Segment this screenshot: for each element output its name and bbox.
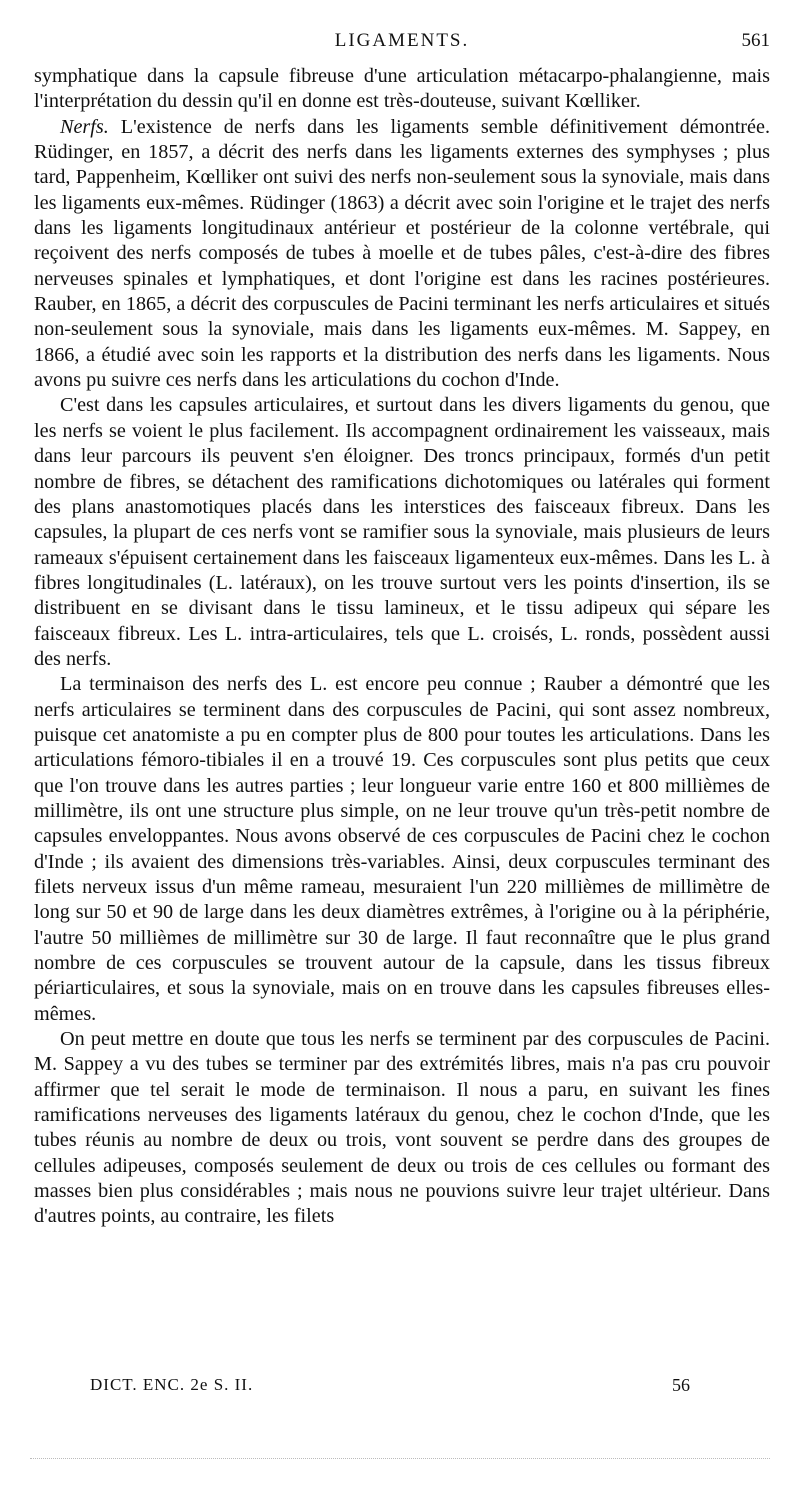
signature-number: 56 (672, 1375, 690, 1395)
page-number: 561 (741, 30, 770, 51)
section-lead-nerfs: Nerfs. (60, 115, 109, 138)
paragraph-text: symphatique dans la capsule fibreuse d'une articulation métacarpo-phalangienne, mais l'interprétation du dessin qu'il en donne est très-douteuse, suivant Kœlliker. (34, 65, 770, 113)
scan-specks-divider (30, 1458, 770, 1461)
paragraph-text: L'existence de nerfs dans les ligaments semble définitivement démontrée. Rüdinger, en 1857, a décrit des nerfs dans les ligaments externes des symphyses ; plus tard, Pappenheim, Kœlliker ont suivi des nerfs non-seulement sous la synoviale, mais dans les ligaments eux-mêmes. Rüdinger (1863) a décrit avec soin l'origine et le trajet des nerfs dans les ligaments longitudinaux antérieur et postérieur de la colonne vertébrale, qui reçoivent des nerfs composés de tubes à moelle et de tubes pâles, c'est-à-dire des fibres nerveuses spinales et lymphatiques, et dont l'origine est dans les racines postérieures. Rauber, en 1865, a décrit des corpuscules de Pacini terminant les nerfs articulaires et situés non-seulement sous la synoviale, mais dans les ligaments eux-mêmes. M. Sappey, en 1866, a étudié avec soin les rapports et la distribution des nerfs dans les ligaments. Nous avons pu suivre ces nerfs dans les articulations du cochon d'Inde. (34, 115, 770, 392)
page-header (34, 30, 770, 58)
paragraph-terminaison (34, 672, 770, 1027)
paragraph-text: C'est dans les capsules articulaires, et surtout dans les divers ligaments du genou, que les nerfs se voient le plus facilement. Ils accompagnent ordinairement les vaisseaux, mais dans leur parcours ils peuvent s'en éloigner. Des troncs principaux, formés d'un petit nombre de fibres, se détachent des ramifications dichotomiques ou latérales qui forment des plans anastomotiques placés dans les interstices des faisceaux fibreux. Dans les capsules, la plupart de ces nerfs vont se ramifier sous la synoviale, mais plusieurs de leurs rameaux s'épuisent certainement dans les faisceaux ligamenteux eux-mêmes. Dans les L. à fibres longitudinales (L. latéraux), on les trouve surtout vers les points d'insertion, ils se distribuent en se divisant dans le tissu lamineux, et le tissu adipeux qui sépare les faisceaux fibreux. Les L. intra-articulaires, tels que L. croisés, L. ronds, possèdent aussi des nerfs. (34, 394, 770, 670)
paragraph-pacini (34, 1027, 770, 1230)
printer-signature: DICT. ENC. 2e S. II. (90, 1375, 254, 1394)
paragraph-text: On peut mettre en doute que tous les nerfs se terminent par des corpuscules de Pacini. M. Sappey a vu des tubes se terminer par des extrémités libres, mais n'a pas cru pouvoir affirmer que tel serait le mode de terminaison. Il nous a paru, en suivant les fines ramifications nerveuses des ligaments latéraux du genou, chez le cochon d'Inde, que les tubes réunis au nombre de deux ou trois, vont souvent se perdre dans des groupes de cellules adipeuses, composés seulement de deux ou trois de ces cellules ou formant des masses bien plus considérables ; mais nous ne pouvions suivre leur trajet ultérieur. Dans d'autres points, au contraire, les filets (34, 1028, 770, 1228)
paragraph-nerfs (34, 115, 770, 394)
paragraph-capsules (34, 393, 770, 672)
running-title: LIGAMENTS. (334, 30, 470, 51)
paragraph-continuation (34, 64, 770, 115)
body-text (34, 64, 770, 1230)
paragraph-text: La terminaison des nerfs des L. est encore peu connue ; Rauber a démontré que les nerfs articulaires se terminent dans des corpuscules de Pacini, qui sont assez nombreux, puisque cet anatomiste a pu en compter plus de 800 pour toutes les articulations. Dans les articulations fémoro-tibiales il en a trouvé 19. Ces corpuscules sont plus petits que ceux que l'on trouve dans les autres parties ; leur longueur varie entre 160 et 800 millièmes de millimètre, ils ont une structure plus simple, on ne leur trouve qu'un très-petit nombre de capsules enveloppantes. Nous avons observé de ces corpuscules de Pacini chez le cochon d'Inde ; ils avaient des dimensions très-variables. Ainsi, deux corpuscules terminant des filets nerveux issus d'un même rameau, mesuraient l'un 220 millièmes de millimètre de long sur 50 et 90 de large dans les deux diamètres extrêmes, à l'origine ou à la périphérie, l'autre 50 millièmes de millimètre sur 30 de large. Il faut reconnaître que le plus grand nombre de ces corpuscules se trouvent autour de la capsule, dans les tissus fibreux périarticulaires, et sous la synoviale, mais on en trouve dans les capsules fibreuses elles-mêmes. (34, 673, 770, 1025)
page-footer (90, 1375, 690, 1401)
